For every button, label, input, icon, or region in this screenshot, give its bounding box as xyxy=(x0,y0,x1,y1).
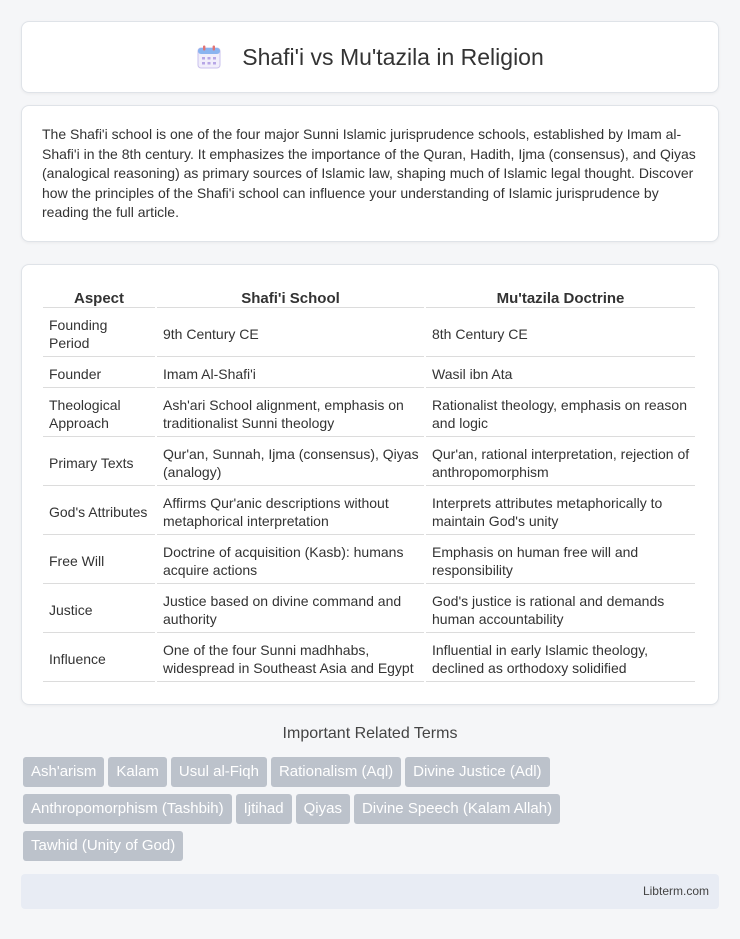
related-term-tag[interactable]: Kalam xyxy=(108,757,167,787)
table-cell-mutazila: Interprets attributes metaphorically to maintain God's unity xyxy=(426,488,695,535)
table-cell-aspect: Theological Approach xyxy=(43,390,155,437)
table-cell-mutazila: Qur'an, rational interpretation, rejection of anthropomorphism xyxy=(426,439,695,486)
table-cell-aspect: Influence xyxy=(43,635,155,682)
table-cell-aspect: Founder xyxy=(43,359,155,388)
footer xyxy=(21,874,719,909)
intro-card xyxy=(21,105,719,242)
related-term-tag[interactable]: Ijtihad xyxy=(236,794,292,824)
related-term-tag[interactable]: Qiyas xyxy=(296,794,350,824)
table-row xyxy=(43,310,695,357)
related-term-tag[interactable]: Tawhid (Unity of God) xyxy=(23,831,183,861)
comparison-card xyxy=(21,264,719,705)
column-header-shafii: Shafi'i School xyxy=(157,287,424,308)
table-cell-shafii: Doctrine of acquisition (Kasb): humans acquire actions xyxy=(157,537,424,584)
related-term-tag[interactable]: Usul al-Fiqh xyxy=(171,757,267,787)
column-header-mutazila: Mu'tazila Doctrine xyxy=(426,287,695,308)
table-cell-aspect: Justice xyxy=(43,586,155,633)
table-cell-aspect: Primary Texts xyxy=(43,439,155,486)
table-cell-mutazila: Influential in early Islamic theology, declined as orthodoxy solidified xyxy=(426,635,695,682)
related-terms-title: Important Related Terms xyxy=(282,725,458,742)
table-row xyxy=(43,488,695,535)
related-terms-tags xyxy=(23,757,723,868)
table-cell-shafii: Justice based on divine command and authority xyxy=(157,586,424,633)
table-cell-mutazila: Emphasis on human free will and responsibility xyxy=(426,537,695,584)
column-header-aspect: Aspect xyxy=(43,287,155,308)
table-cell-shafii: Ash'ari School alignment, emphasis on traditionalist Sunni theology xyxy=(157,390,424,437)
table-cell-mutazila: Wasil ibn Ata xyxy=(426,359,695,388)
table-cell-aspect: God's Attributes xyxy=(43,488,155,535)
table-row xyxy=(43,537,695,584)
comparison-table xyxy=(41,285,697,684)
table-row xyxy=(43,390,695,437)
related-term-tag[interactable]: Rationalism (Aql) xyxy=(271,757,401,787)
calendar-icon xyxy=(196,44,222,70)
page-title: Shafi'i vs Mu'tazila in Religion xyxy=(242,43,544,70)
intro-text: The Shafi'i school is one of the four major Sunni Islamic jurisprudence schools, established by Imam al-Shafi'i in the 8th century. It emphasizes the importance of the Quran, Hadith, Ijma (consensus), and Qiyas (analogical reasoning) as primary sources of Islamic law, shaping much of Islamic legal thought. Discover how the principles of the Shafi'i school can influence your understanding of Islamic jurisprudence by reading the full article. xyxy=(42,126,696,221)
table-row xyxy=(43,359,695,388)
table-cell-shafii: Qur'an, Sunnah, Ijma (consensus), Qiyas (analogy) xyxy=(157,439,424,486)
table-row xyxy=(43,635,695,682)
table-cell-shafii: One of the four Sunni madhhabs, widespread in Southeast Asia and Egypt xyxy=(157,635,424,682)
table-header-row xyxy=(43,287,695,308)
related-term-tag[interactable]: Divine Justice (Adl) xyxy=(405,757,549,787)
table-cell-aspect: Founding Period xyxy=(43,310,155,357)
related-term-tag[interactable]: Anthropomorphism (Tashbih) xyxy=(23,794,232,824)
table-cell-mutazila: 8th Century CE xyxy=(426,310,695,357)
table-cell-mutazila: Rationalist theology, emphasis on reason and logic xyxy=(426,390,695,437)
table-cell-shafii: Affirms Qur'anic descriptions without metaphorical interpretation xyxy=(157,488,424,535)
table-cell-shafii: 9th Century CE xyxy=(157,310,424,357)
related-term-tag[interactable]: Ash'arism xyxy=(23,757,104,787)
related-term-tag[interactable]: Divine Speech (Kalam Allah) xyxy=(354,794,560,824)
table-cell-mutazila: God's justice is rational and demands human accountability xyxy=(426,586,695,633)
table-row xyxy=(43,586,695,633)
table-row xyxy=(43,439,695,486)
table-cell-shafii: Imam Al-Shafi'i xyxy=(157,359,424,388)
header-card xyxy=(21,21,719,93)
footer-site-link[interactable]: Libterm.com xyxy=(642,884,709,898)
table-cell-aspect: Free Will xyxy=(43,537,155,584)
